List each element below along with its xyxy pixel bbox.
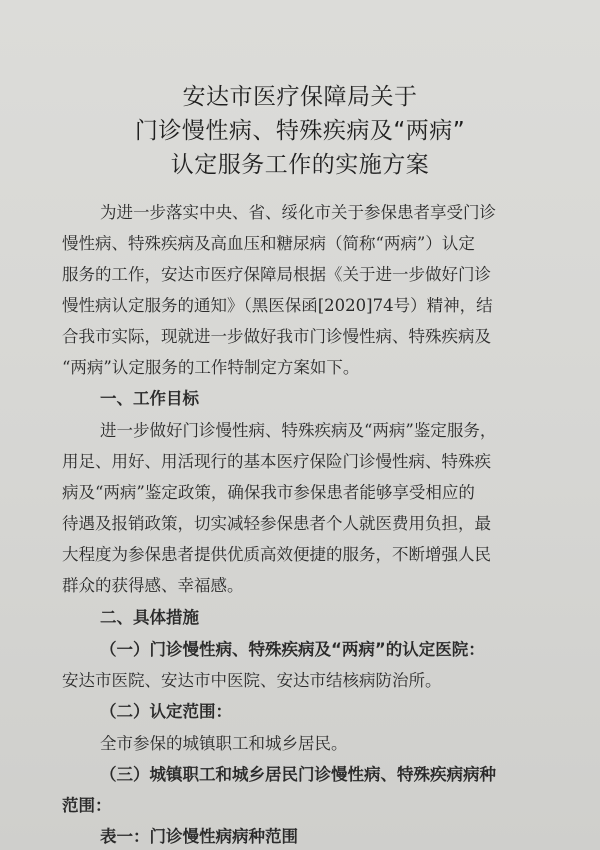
section1-line: 大程度为参保患者提供优质高效便捷的服务，不断增强人民 <box>62 545 491 564</box>
section1-line: 待遇及报销政策，切实减轻参保患者个人就医费用负担，最 <box>62 514 491 533</box>
intro-line: 合我市实际，现就进一步做好我市门诊慢性病、特殊疾病及 <box>62 327 491 346</box>
item3-heading: （三）城镇职工和城乡居民门诊慢性病、特殊疾病病种 <box>100 765 496 784</box>
item1-text: 安达市医院、安达市中医院、安达市结核病防治所。 <box>62 671 442 690</box>
section2-heading: 二、具体措施 <box>100 608 199 627</box>
intro-line: 慢性病、特殊疾病及高血压和糖尿病（简称“两病”）认定 <box>62 234 475 253</box>
doc-title-line-2: 门诊慢性病、特殊疾病及“两病” <box>134 118 466 144</box>
section1-line: 进一步做好门诊慢性病、特殊疾病及“两病”鉴定服务， <box>100 421 497 440</box>
item1-heading: （一）门诊慢性病、特殊疾病及“两病”的认定医院： <box>100 640 485 659</box>
section1-line: 用足、用好、用活现行的基本医疗保险门诊慢性病、特殊疾 <box>62 452 491 471</box>
intro-line: 慢性病认定服务的通知》（黑医保函[2020]74号）精神，结 <box>62 296 493 315</box>
section1-line: 病及“两病”鉴定政策，确保我市参保患者能够享受相应的 <box>62 483 475 502</box>
item3-heading-cont: 范围： <box>62 796 112 815</box>
table-caption: 表一：门诊慢性病病种范围 <box>100 827 298 846</box>
doc-title-line-1: 安达市医疗保障局关于 <box>182 84 418 110</box>
doc-title-line-3: 认定服务工作的实施方案 <box>170 152 430 178</box>
intro-line: “两病”认定服务的工作特制定方案如下。 <box>62 358 360 377</box>
intro-line: 服务的工作，安达市医疗保障局根据《关于进一步做好门诊 <box>62 265 491 284</box>
section1-line: 群众的获得感、幸福感。 <box>62 576 244 595</box>
section1-heading: 一、工作目标 <box>100 389 199 408</box>
item2-heading: （二）认定范围： <box>100 702 232 721</box>
intro-line: 为进一步落实中央、省、绥化市关于参保患者享受门诊 <box>100 203 496 222</box>
item2-text: 全市参保的城镇职工和城乡居民。 <box>100 734 348 753</box>
